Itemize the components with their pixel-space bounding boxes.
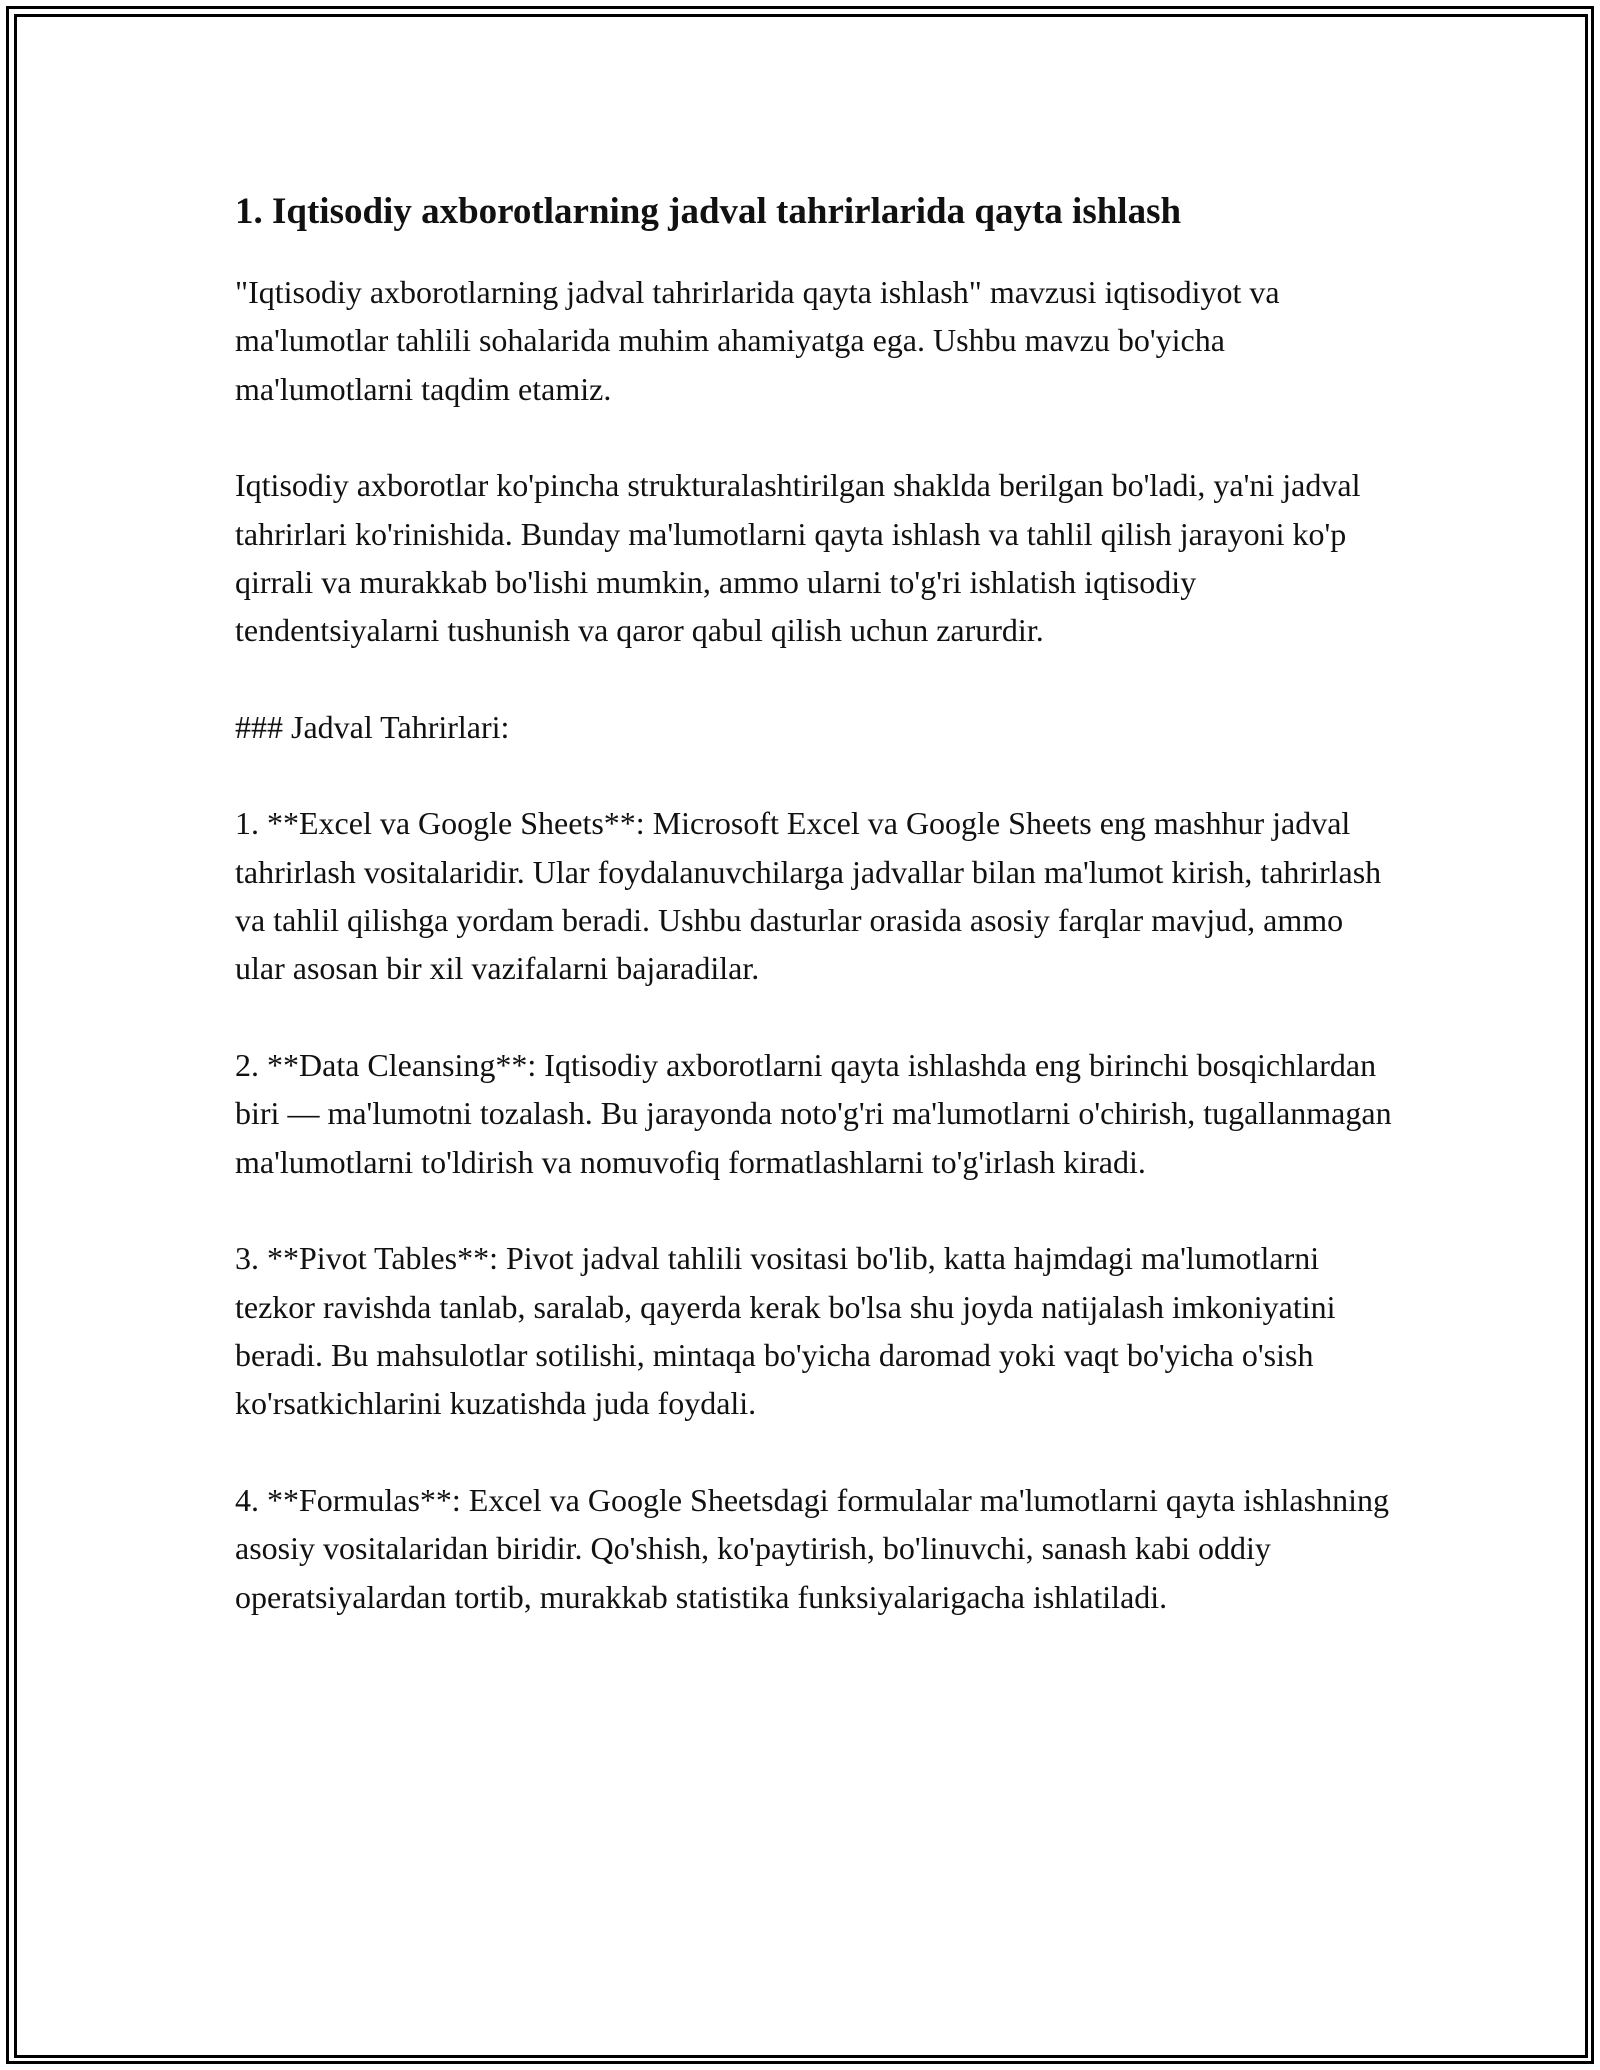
list-item-excel: 1. **Excel va Google Sheets**: Microsoft Excel va Google Sheets eng mashhur jadval tahrirlash vositalaridir. Ular foydalanuvchilarga jadvallar bilan ma'lumot kirish, tahrirlash va tahlil qilishga yordam beradi. Ushbu dasturlar orasida asosiy farqlar mavjud, ammo ular asosan bir xil vazifalarni bajaradilar.: [235, 805, 1382, 987]
list-item-formulas: 4. **Formulas**: Excel va Google Sheetsdagi formulalar ma'lumotlarni qayta ishlashning asosiy vositalaridan biridir. Qo'shish, ko'paytirish, bo'linuvchi, sanash kabi oddiy operatsiyalardan tortib, murakkab statistika funksiyalarigacha ishlatiladi.: [235, 1481, 1389, 1615]
list-item-pivot-tables: 3. **Pivot Tables**: Pivot jadval tahlili vositasi bo'lib, katta hajmdagi ma'lumotlarni tezkor ravishda tanlab, saralab, qayerda kerak bo'lsa shu joyda natijalash imkoniyatini beradi. Bu mahsulotlar sotilishi, mintaqa bo'yicha daromad yoki vaqt bo'yicha o'sish ko'rsatkichlarini kuzatishda juda foydali.: [235, 1240, 1336, 1422]
document-title: 1. Iqtisodiy axborotlarning jadval tahrirlarida qayta ishlash: [235, 191, 1182, 232]
intro-paragraph: "Iqtisodiy axborotlarning jadval tahrirlarida qayta ishlash" mavzusi iqtisodiyot va ma'lumotlar tahlili sohalarida muhim ahamiyatga ega. Ushbu mavzu bo'yicha ma'lumotlarni taqdim etamiz.: [235, 274, 1280, 407]
document-body: [235, 186, 1395, 1621]
list-item-data-cleansing: 2. **Data Cleansing**: Iqtisodiy axborotlarni qayta ishlashda eng birinchi bosqichlardan biri — ma'lumotni tozalash. Bu jarayonda noto'g'ri ma'lumotlarni o'chirish, tugallanmagan ma'lumotlarni to'ldirish va nomuvofiq formatlashlarni to'g'irlash kiradi.: [235, 1046, 1392, 1180]
section-heading: ### Jadval Tahrirlari:: [235, 708, 510, 745]
context-paragraph: Iqtisodiy axborotlar ko'pincha strukturalashtirilgan shaklda berilgan bo'ladi, ya'ni jadval tahrirlari ko'rinishida. Bunday ma'lumotlarni qayta ishlash va tahlil qilish jarayoni ko'p qirrali va murakkab bo'lishi mumkin, ammo ularni to'g'ri ishlatish iqtisodiy tendentsiyalarni tushunish va qaror qabul qilish uchun zarurdir.: [235, 467, 1361, 649]
